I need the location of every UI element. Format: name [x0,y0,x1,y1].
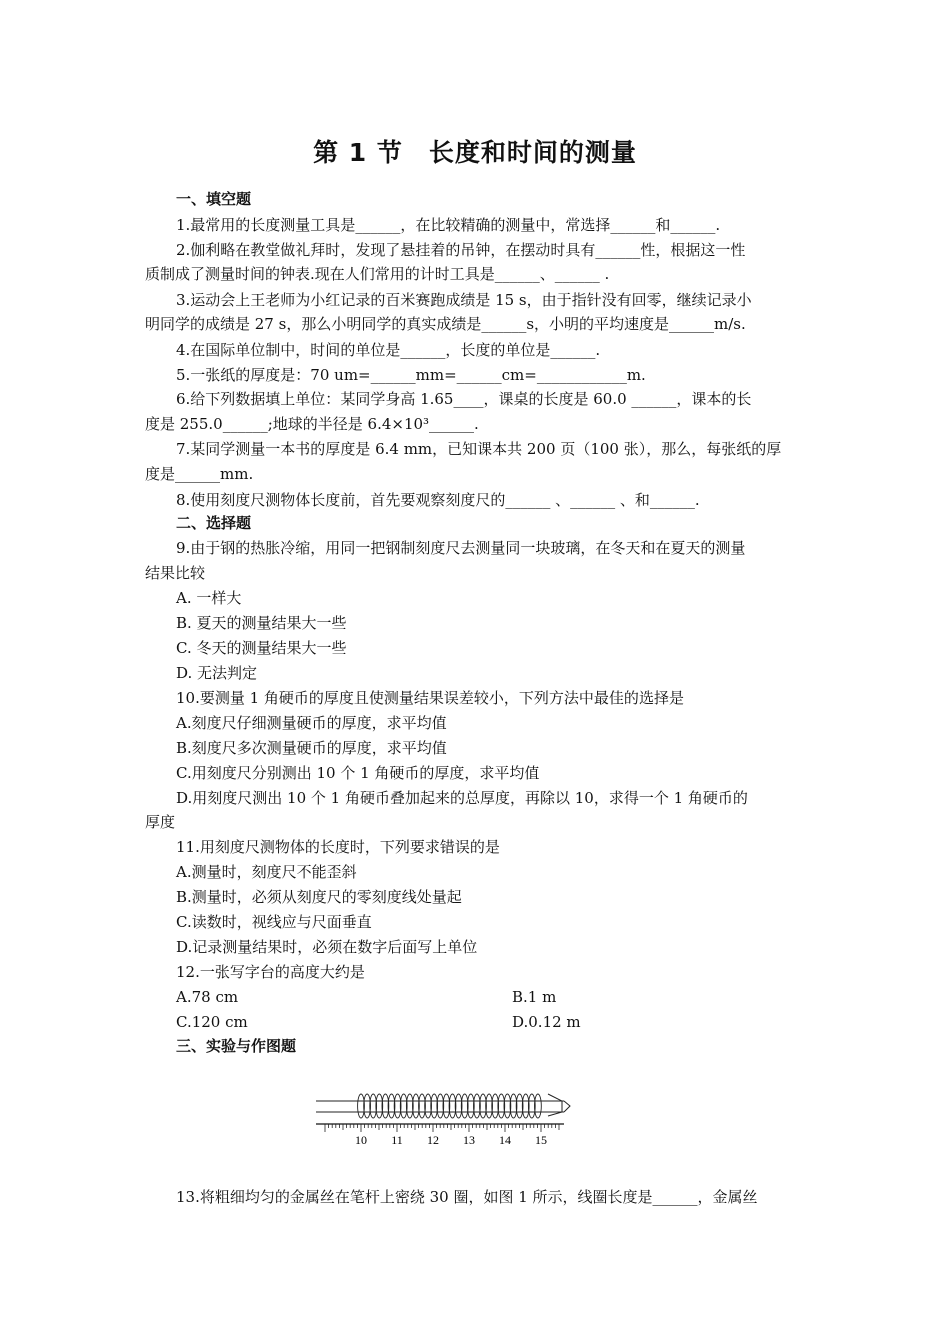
question-7-line-2: 度是______mm. [145,465,254,483]
question-10-option-d-line-2: 厚度 [145,813,176,831]
ruler-ticks [325,1124,559,1132]
question-12-option-a: A.78 cm [176,988,239,1006]
tick-label-11: 11 [391,1133,403,1147]
question-2-line-2: 质制成了测量时间的钟表.现在人们常用的计时工具是______、______ . [145,265,610,283]
question-9-option-c: C. 冬天的测量结果大一些 [176,639,347,657]
question-12-option-d: D.0.12 m [512,1013,581,1031]
question-9-line-1: 9.由于钢的热胀冷缩，用同一把钢制刻度尺去测量同一块玻璃，在冬天和在夏天的测量 [176,539,746,557]
question-12-option-c: C.120 cm [176,1013,248,1031]
question-11-option-c: C.读数时，视线应与尺面垂直 [176,913,372,931]
question-2-line-1: 2.伽利略在教堂做礼拜时，发现了悬挂着的吊钟，在摆动时具有______性，根据这一性 [176,241,746,259]
question-12-option-b: B.1 m [512,988,557,1006]
question-11-option-a: A.测量时，刻度尺不能歪斜 [176,863,357,881]
question-11: 11.用刻度尺测物体的长度时，下列要求错误的是 [176,838,500,856]
question-10: 10.要测量 1 角硬币的厚度且使测量结果误差较小，下列方法中最佳的选择是 [176,689,684,707]
question-10-option-d-line-1: D.用刻度尺测出 10 个 1 角硬币叠加起来的总厚度，再除以 10，求得一个 1 角硬币的 [176,789,748,807]
question-4: 4.在国际单位制中，时间的单位是______，长度的单位是______. [176,341,601,359]
question-10-option-a: A.刻度尺仔细测量硬币的厚度，求平均值 [176,714,447,732]
question-7-line-1: 7.某同学测量一本书的厚度是 6.4 mm，已知课本共 200 页（100 张），那么，每张纸的厚 [176,440,782,458]
question-10-option-b: B.刻度尺多次测量硬币的厚度，求平均值 [176,739,447,757]
question-9-line-2: 结果比较 [145,564,206,582]
question-9-option-d: D. 无法判定 [176,664,258,682]
coil-windings [358,1094,542,1118]
question-13: 13.将粗细均匀的金属丝在笔杆上密绕 30 圈，如图 1 所示，线圈长度是______，金属丝 [176,1188,758,1206]
question-12: 12.一张写字台的高度大约是 [176,963,365,981]
ruler-coil-figure [316,1084,572,1152]
question-3-line-2: 明同学的成绩是 27 s，那么小明同学的真实成绩是______s，小明的平均速度是______m/s. [145,315,746,333]
tick-label-13: 13 [463,1133,475,1147]
question-9-option-a: A. 一样大 [176,589,242,607]
question-1: 1.最常用的长度测量工具是______，在比较精确的测量中，常选择______和______. [176,216,721,234]
tick-label-12: 12 [427,1133,439,1147]
tick-label-14: 14 [499,1133,511,1147]
question-3-line-1: 3.运动会上王老师为小红记录的百米赛跑成绩是 15 s，由于指针没有回零，继续记录小 [176,291,752,309]
tick-label-10: 10 [355,1133,367,1147]
question-9-option-b: B. 夏天的测量结果大一些 [176,614,347,632]
section-fill-in: 一、填空题 [176,190,252,208]
section-experiment: 三、实验与作图题 [176,1037,297,1055]
question-10-option-c: C.用刻度尺分别测出 10 个 1 角硬币的厚度，求平均值 [176,764,540,782]
question-6-line-1: 6.给下列数据填上单位：某同学身高 1.65____，课桌的长度是 60.0 ______，课本的长 [176,390,752,408]
question-8: 8.使用刻度尺测物体长度前，首先要观察刻度尺的______ 、______ 、和______. [176,491,700,509]
question-11-option-d: D.记录测量结果时，必须在数字后面写上单位 [176,938,478,956]
tick-label-15: 15 [535,1133,547,1147]
question-5: 5.一张纸的厚度是：70 um=______mm=______cm=____________m. [176,366,646,384]
question-11-option-b: B.测量时，必须从刻度尺的零刻度线处量起 [176,888,462,906]
page-title: 第 1 节 长度和时间的测量 [313,138,637,167]
question-6-line-2: 度是 255.0______;地球的半径是 6.4×10³______. [145,415,479,433]
section-choice: 二、选择题 [176,514,252,532]
